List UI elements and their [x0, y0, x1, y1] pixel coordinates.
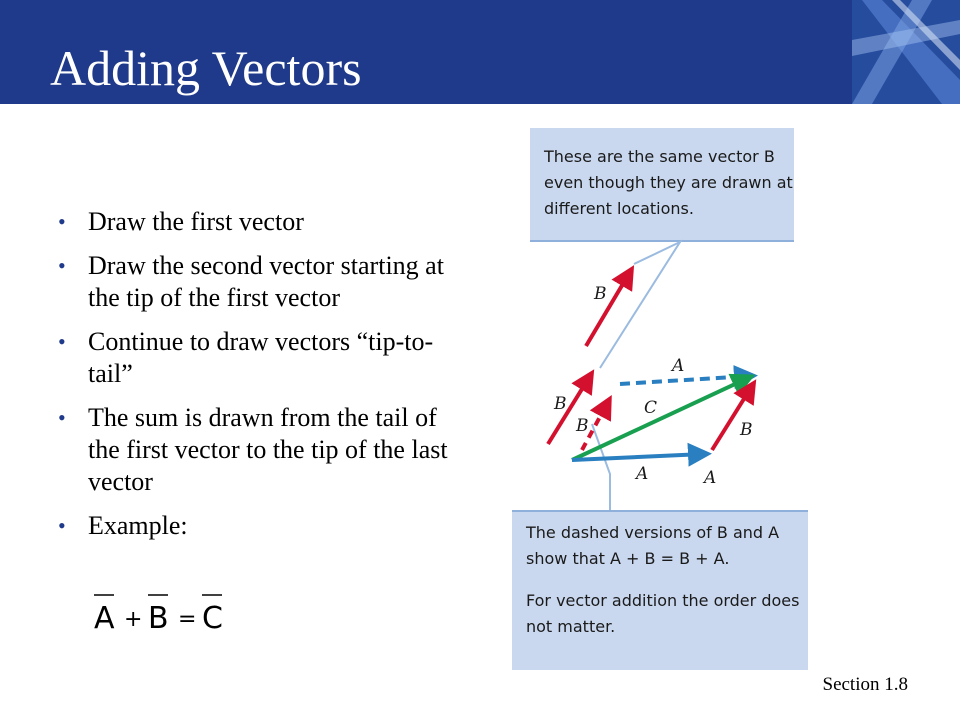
vector-b-upper	[586, 272, 630, 346]
same-vector-callout-text: These are the same vector B even though they are drawn at different locations.	[544, 147, 793, 218]
bullet-text: Draw the second vector starting at the tip of the first vector	[88, 251, 444, 312]
bullet-item	[58, 402, 458, 498]
label-b-right: B	[740, 420, 753, 440]
equation-c: C	[202, 601, 223, 636]
header-decoration	[852, 0, 960, 104]
vector-addition-figure	[510, 124, 810, 672]
light-streaks-graphic	[852, 0, 960, 104]
vector-a-dashed	[620, 376, 750, 384]
bullet-icon: •	[58, 405, 66, 430]
label-a-dashed: A	[672, 356, 685, 376]
bullet-icon: •	[58, 329, 66, 354]
vector-equation	[92, 592, 272, 636]
bullet-list	[58, 206, 458, 554]
equation-equals: =	[178, 607, 197, 632]
bullet-text: Continue to draw vectors “tip-to-tail”	[88, 327, 434, 388]
title-bar	[0, 0, 960, 104]
bottom-callout-leader	[592, 424, 610, 510]
label-c: C	[644, 398, 658, 418]
order-callout-text-2: For vector addition the order does not matter.	[526, 591, 800, 636]
vector-b-right	[712, 386, 752, 450]
bullet-icon: •	[58, 513, 66, 538]
equation-plus: +	[124, 607, 143, 632]
label-a-bottom: A	[636, 464, 649, 484]
bullet-text: The sum is drawn from the tail of the first vector to the tip of the last vector	[88, 403, 448, 496]
label-a-bottom-right: A	[704, 468, 717, 488]
label-b-upper: B	[594, 284, 607, 304]
slide-title: Adding Vectors	[50, 40, 362, 96]
section-number: Section 1.8	[822, 674, 908, 695]
bullet-item	[58, 326, 458, 390]
equation-b: B	[148, 601, 169, 636]
bullet-text: Example:	[88, 511, 188, 540]
label-b-dashed: B	[576, 416, 589, 436]
bullet-item	[58, 250, 458, 314]
order-callout-text-1: The dashed versions of B and A show that A + B = B + A.	[526, 523, 780, 568]
bullet-item	[58, 510, 458, 542]
equation-a: A	[94, 601, 115, 636]
bullet-item	[58, 206, 458, 238]
bullet-icon: •	[58, 253, 66, 278]
vector-a-bottom	[572, 454, 704, 460]
label-b-left: B	[554, 394, 567, 414]
bullet-text: Draw the first vector	[88, 207, 304, 236]
bullet-icon: •	[58, 209, 66, 234]
